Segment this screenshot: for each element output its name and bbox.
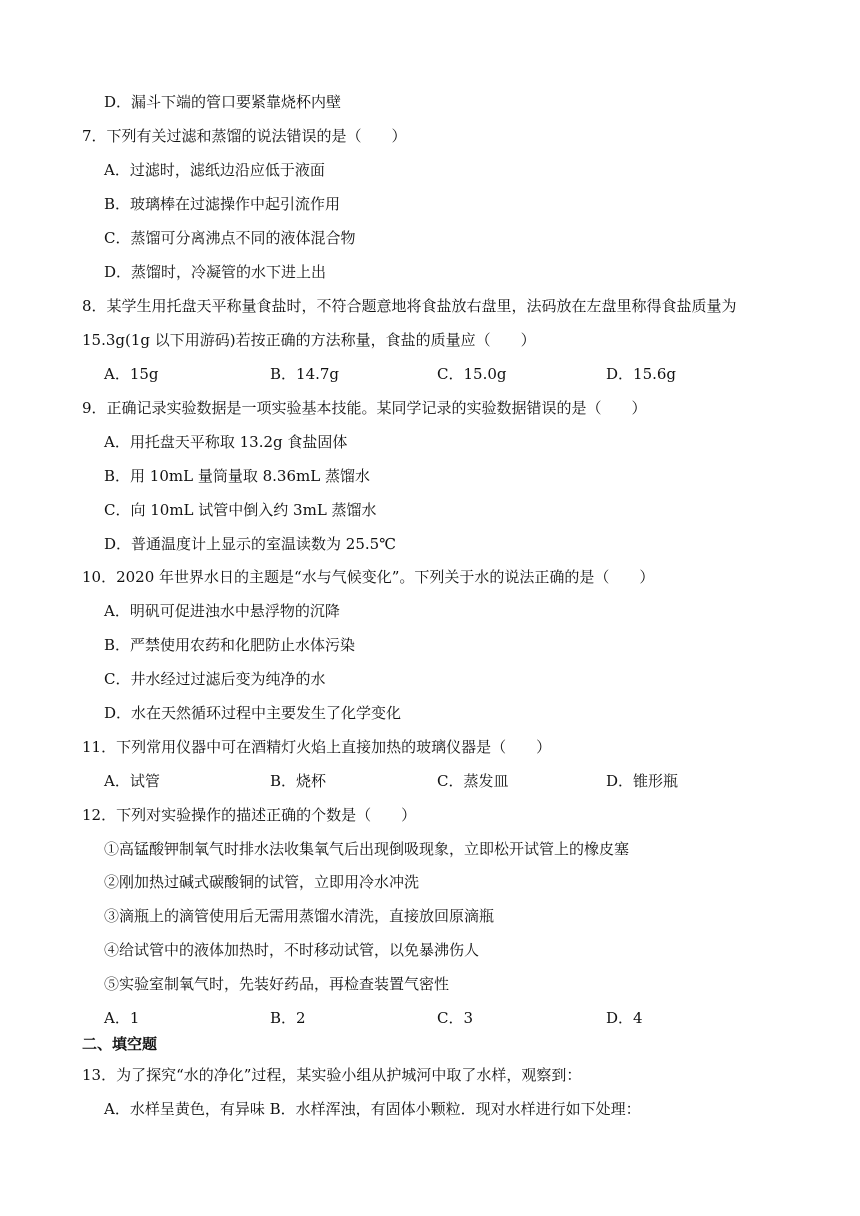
q6-option-d: D．漏斗下端的管口要紧靠烧杯内壁 (104, 93, 342, 111)
q7-option-d: D．蒸馏时，冷凝管的水下进上出 (104, 263, 327, 281)
q8-option-c: C．15.0g (437, 365, 507, 383)
q9-option-a: A．用托盘天平称取 13.2g 食盐固体 (104, 433, 348, 451)
q11-option-d: D．锥形瓶 (606, 772, 679, 790)
q11-stem: 11．下列常用仪器中可在酒精灯火焰上直接加热的玻璃仪器是（ ） (82, 738, 552, 756)
q12-statement-4: ④给试管中的液体加热时，不时移动试管，以免暴沸伤人 (104, 941, 480, 959)
q10-option-a: A．明矾可促进浊水中悬浮物的沉降 (104, 602, 340, 620)
q9-option-c: C．向 10mL 试管中倒入约 3mL 蒸馏水 (104, 501, 377, 519)
q12-statement-5: ⑤实验室制氧气时，先装好药品，再检查装置气密性 (104, 975, 450, 993)
q8-option-a: A．15g (104, 365, 159, 383)
q7-option-a: A．过滤时，滤纸边沿应低于液面 (104, 161, 325, 179)
q10-option-c: C．井水经过过滤后变为纯净的水 (104, 670, 326, 688)
q7-option-b: B．玻璃棒在过滤操作中起引流作用 (104, 195, 341, 213)
q9-stem: 9．正确记录实验数据是一项实验基本技能。某同学记录的实验数据错误的是（ ） (82, 399, 647, 417)
q11-option-a: A．试管 (104, 772, 160, 790)
q12-option-a: A．1 (104, 1009, 140, 1027)
q12-option-d: D．4 (606, 1009, 643, 1027)
q13-stem-line2: A．水样呈黄色，有异味 B．水样浑浊，有固体小颗粒．现对水样进行如下处理： (104, 1100, 641, 1118)
q9-option-d: D．普通温度计上显示的室温读数为 25.5℃ (104, 535, 396, 553)
q9-option-b: B．用 10mL 量筒量取 8.36mL 蒸馏水 (104, 467, 370, 485)
q13-stem: 13．为了探究“水的净化”过程，某实验小组从护城河中取了水样，观察到： (82, 1066, 582, 1084)
q12-stem: 12．下列对实验操作的描述正确的个数是（ ） (82, 806, 417, 824)
q10-option-b: B．严禁使用农药和化肥防止水体污染 (104, 636, 356, 654)
section-title: 二、填空题 (82, 1035, 158, 1053)
q12-statement-3: ③滴瓶上的滴管使用后无需用蒸馏水清洗，直接放回原滴瓶 (104, 907, 495, 925)
q7-stem: 7．下列有关过滤和蒸馏的说法错误的是（ ） (82, 127, 407, 145)
q11-option-c: C．蒸发皿 (437, 772, 509, 790)
q12-option-b: B．2 (270, 1009, 306, 1027)
q8-option-b: B．14.7g (270, 365, 340, 383)
q10-option-d: D．水在天然循环过程中主要发生了化学变化 (104, 704, 402, 722)
q8-stem-line2: 15.3g(1g 以下用游码)若按正确的方法称量，食盐的质量应（ ） (82, 331, 536, 349)
q8-stem-line1: 8．某学生用托盘天平称量食盐时，不符合题意地将食盐放右盘里，法码放在左盘里称得食盐质量为 (82, 297, 737, 315)
q12-option-c: C．3 (437, 1009, 474, 1027)
q11-option-b: B．烧杯 (270, 772, 327, 790)
q12-statement-1: ①高锰酸钾制氧气时排水法收集氧气后出现倒吸现象，立即松开试管上的橡皮塞 (104, 840, 630, 858)
q10-stem: 10．2020 年世界水日的主题是“水与气候变化”。下列关于水的说法正确的是（ ） (82, 568, 655, 586)
q7-option-c: C．蒸馏可分离沸点不同的液体混合物 (104, 229, 356, 247)
q8-option-d: D．15.6g (606, 365, 677, 383)
q12-statement-2: ②刚加热过碱式碳酸铜的试管，立即用冷水冲洗 (104, 873, 420, 891)
